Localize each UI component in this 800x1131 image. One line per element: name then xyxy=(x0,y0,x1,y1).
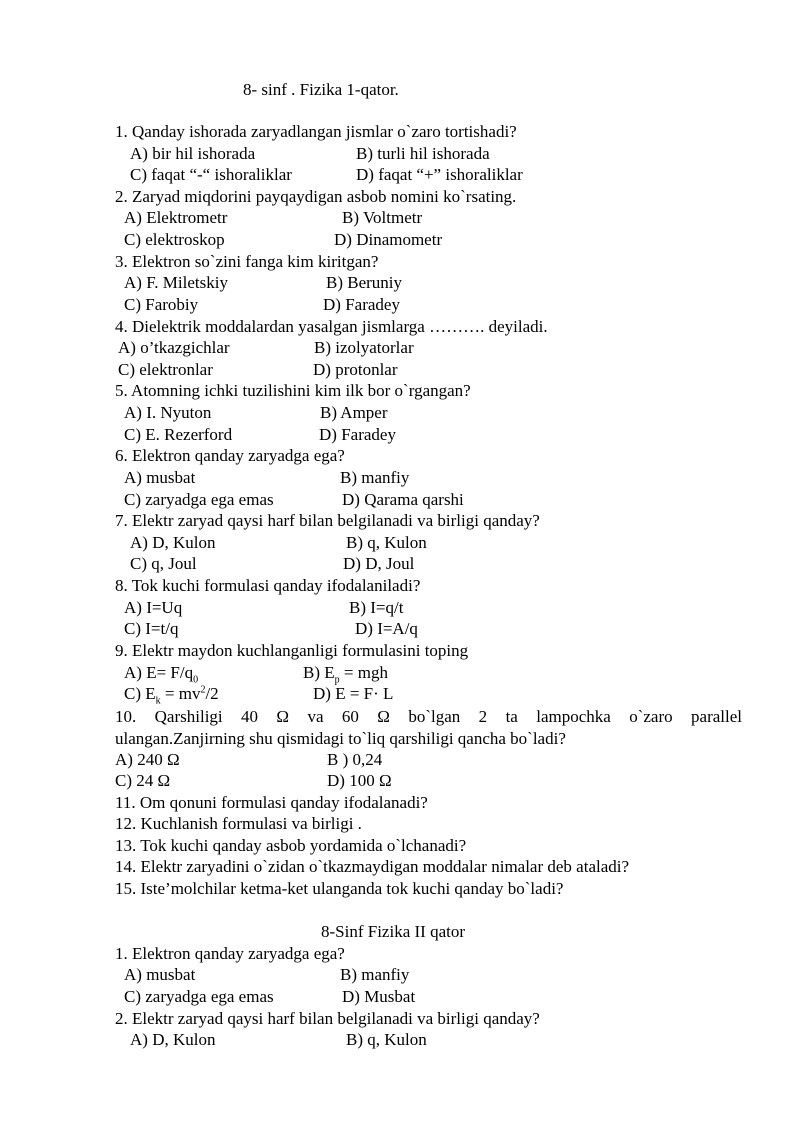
test2-q1-option-a: A) musbat xyxy=(124,965,196,984)
question-6: 6. Elektron qanday zaryadga ega? xyxy=(115,446,345,465)
question-13: 13. Tok kuchi qanday asbob yordamida o`lchanadi? xyxy=(115,836,467,855)
q6-option-d: D) Qarama qarshi xyxy=(342,490,464,509)
q2-option-a: A) Elektrometr xyxy=(124,208,228,227)
q3-option-a: A) F. Miletskiy xyxy=(124,273,228,292)
question-2: 2. Zaryad miqdorini payqaydigan asbob nomini ko`rsating. xyxy=(115,187,517,206)
q10-option-a: A) 240 Ω xyxy=(115,750,180,769)
q4-option-d: D) protonlar xyxy=(313,360,398,379)
test2-title: 8-Sinf Fizika II qator xyxy=(321,922,465,941)
question-4: 4. Dielektrik moddalardan yasalgan jismlarga ………. deyiladi. xyxy=(115,317,548,336)
q9-option-b: B) $E_p$ = mgh xyxy=(303,663,388,686)
q5-option-b: B) Amper xyxy=(320,403,388,422)
q2-option-b: B) Voltmetr xyxy=(342,208,423,227)
question-7: 7. Elektr zaryad qaysi harf bilan belgilanadi va birligi qanday? xyxy=(115,511,540,530)
q3-option-d: D) Faradey xyxy=(323,295,400,314)
question-3: 3. Elektron so`zini fanga kim kiritgan? xyxy=(115,252,379,271)
question-15: 15. Iste’molchilar ketma-ket ulanganda tok kuchi qanday bo`ladi? xyxy=(115,879,564,898)
q1-option-d: D) faqat “+” ishoraliklar xyxy=(356,165,523,184)
test2-question-1: 1. Elektron qanday zaryadga ega? xyxy=(115,944,345,963)
test2-question-2: 2. Elektr zaryad qaysi harf bilan belgilanadi va birligi qanday? xyxy=(115,1009,540,1028)
question-10-line-1: 10. Qarshiligi 40 Ω va 60 Ω bo`lgan 2 ta lampochka o`zaro parallel xyxy=(115,707,742,726)
q4-option-a: A) o’tkazgichlar xyxy=(118,338,230,357)
q9-option-a: A) $E= F/q_0$ xyxy=(124,663,199,686)
question-10-line-2: ulangan.Zanjirning shu qismidagi to`liq qarshiligi qancha bo`ladi? xyxy=(115,728,566,748)
q3-option-c: C) Farobiy xyxy=(124,295,199,314)
test2-q1-option-c: C) zaryadga ega emas xyxy=(124,987,274,1006)
question-9: 9. Elektr maydon kuchlanganligi formulasini toping xyxy=(115,641,469,660)
test2-q2-option-a: A) D, Kulon xyxy=(130,1030,216,1049)
test1-title: 8- sinf . Fizika 1-qator. xyxy=(243,80,399,99)
q8-option-d: D) I=A/q xyxy=(355,619,418,638)
question-14: 14. Elektr zaryadini o`zidan o`tkazmaydigan moddalar nimalar deb ataladi? xyxy=(115,857,630,876)
q6-option-c: C) zaryadga ega emas xyxy=(124,490,274,509)
question-5: 5. Atomning ichki tuzilishini kim ilk bor o`rgangan? xyxy=(115,381,471,400)
q7-option-a: A) D, Kulon xyxy=(130,533,216,552)
question-12: 12. Kuchlanish formulasi va birligi . xyxy=(115,814,362,833)
question-1: 1. Qanday ishorada zaryadlangan jismlar o`zaro tortishadi? xyxy=(115,122,517,141)
q6-option-a: A) musbat xyxy=(124,468,196,487)
question-11: 11. Om qonuni formulasi qanday ifodalanadi? xyxy=(115,793,428,812)
q1-option-a: A) bir hil ishorada xyxy=(130,144,256,163)
q5-option-a: A) I. Nyuton xyxy=(124,403,212,422)
test2-q1-option-b: B) manfiy xyxy=(340,965,410,984)
q8-option-a: A) I=Uq xyxy=(124,598,183,617)
q9-option-d: D) E = F· L xyxy=(313,684,394,703)
question-8: 8. Tok kuchi formulasi qanday ifodalaniladi? xyxy=(115,576,421,595)
q5-option-c: C) E. Rezerford xyxy=(124,425,233,444)
q10-option-d: D) 100 Ω xyxy=(327,771,392,790)
q1-option-b: B) turli hil ishorada xyxy=(356,144,490,163)
q6-option-b: B) manfiy xyxy=(340,468,410,487)
q3-option-b: B) Beruniy xyxy=(326,273,403,292)
q2-option-c: C) elektroskop xyxy=(124,230,225,249)
q10-option-b: B ) 0,24 xyxy=(327,750,383,769)
q7-option-d: D) D, Joul xyxy=(343,554,415,573)
q4-option-b: B) izolyatorlar xyxy=(314,338,414,357)
test2-q1-option-d: D) Musbat xyxy=(342,987,416,1006)
q2-option-d: D) Dinamometr xyxy=(334,230,443,249)
q7-option-b: B) q, Kulon xyxy=(346,533,427,552)
q8-option-c: C) I=t/q xyxy=(124,619,179,638)
q7-option-c: C) q, Joul xyxy=(130,554,197,573)
q4-option-c: C) elektronlar xyxy=(118,360,213,379)
q1-option-c: C) faqat “-“ ishoraliklar xyxy=(130,165,292,184)
question-10 xyxy=(115,706,742,749)
test2-q2-option-b: B) q, Kulon xyxy=(346,1030,427,1049)
q9-option-c: C) $E_k = mv^2/2$ xyxy=(124,684,219,707)
q10-option-c: C) 24 Ω xyxy=(115,771,171,790)
q5-option-d: D) Faradey xyxy=(319,425,396,444)
q8-option-b: B) I=q/t xyxy=(349,598,404,617)
